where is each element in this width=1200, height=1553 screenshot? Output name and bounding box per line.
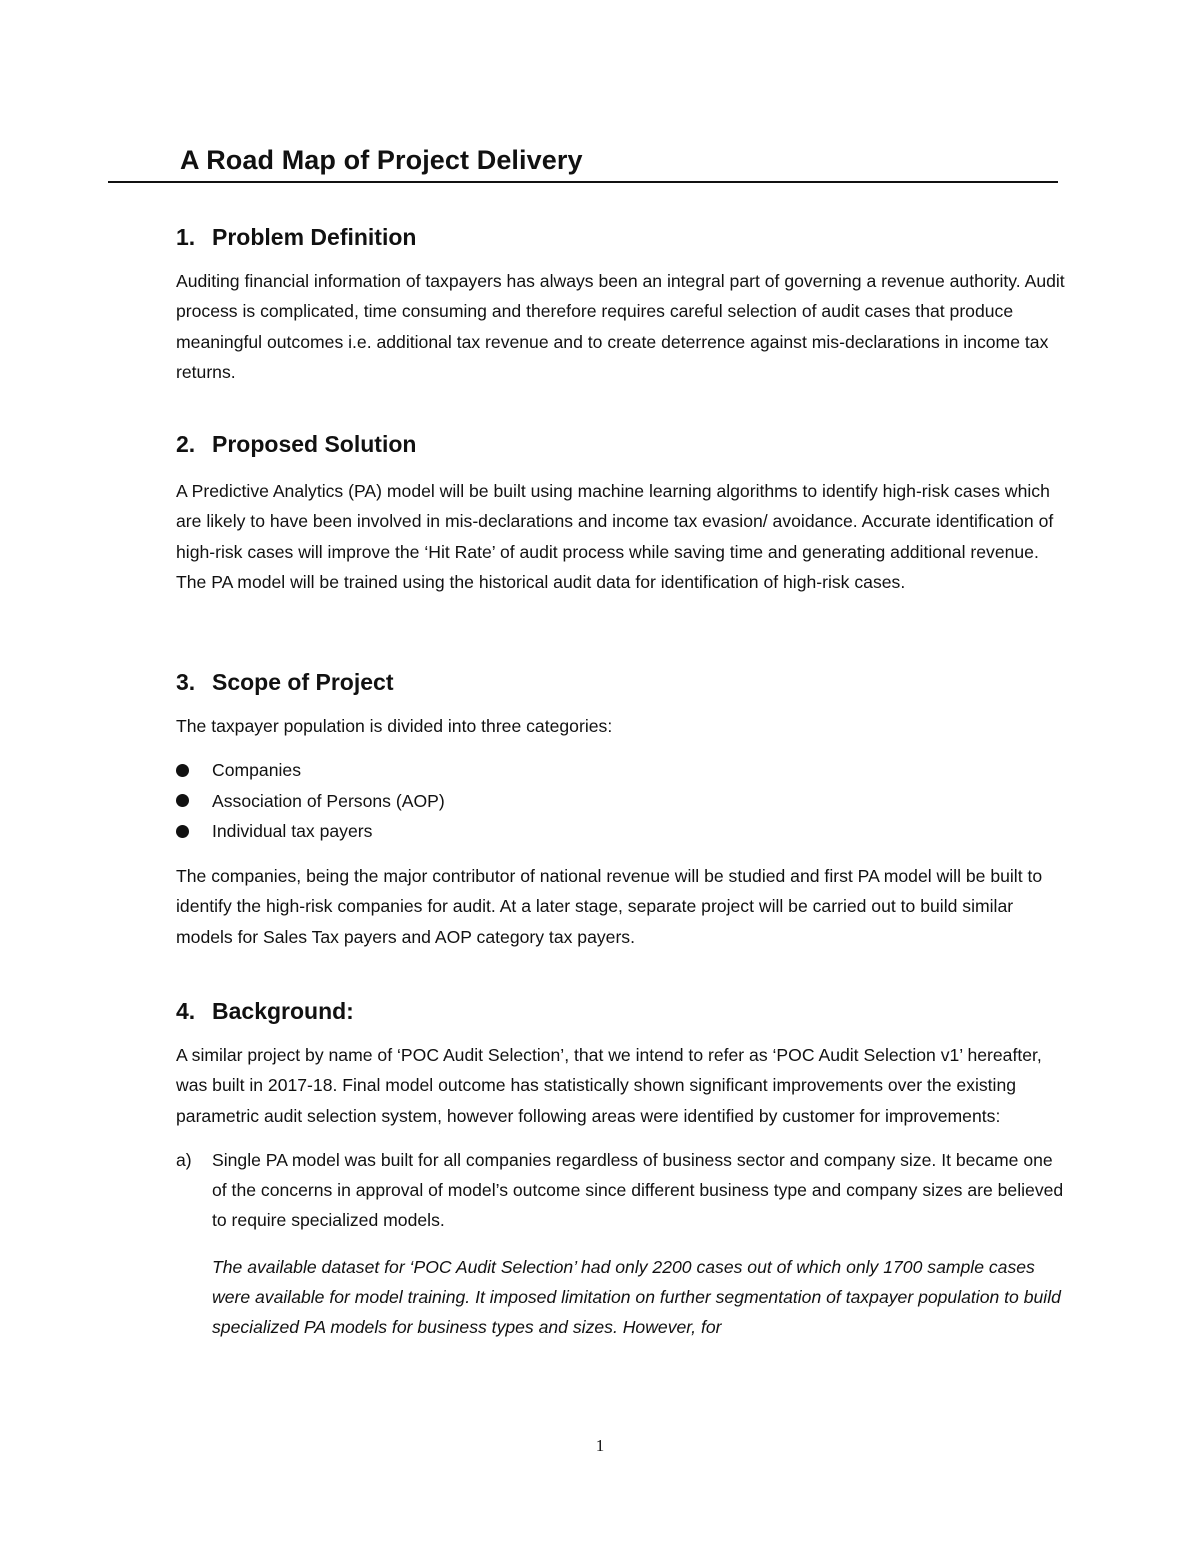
list-item-label: Companies [212,760,301,781]
list-item [176,786,1066,816]
section-problem-definition [176,222,1066,387]
paragraph: The taxpayer population is divided into three categories: [176,716,613,736]
list-item-label: Individual tax payers [212,820,373,841]
section-heading [176,222,1066,252]
section-title: Problem Definition [212,224,417,250]
item-text: Single PA model was built for all companies regardless of business sector and company size. It became one of the concerns in approval of model’s outcome since different business type and company sizes are believed to require specialized models. [212,1149,1064,1231]
paragraph: The companies, being the major contributor of national revenue will be studied and first PA model will be built to identify the high-risk companies for audit. At a later stage, separate project will be carried out to build similar models for Sales Tax payers and AOP category tax payers. [176,866,1043,947]
section-number: 4. [176,998,196,1024]
section-title: Scope of Project [212,669,394,695]
section-number: 3. [176,669,196,695]
section-title: Background: [212,998,354,1024]
category-list [176,755,1066,846]
bullet-dot-icon [176,764,189,777]
paragraph: A similar project by name of ‘POC Audit Selection’, that we intend to refer as ‘POC Audit Selection v1’ hereafter, was built in 2017-18. Final model outcome has statistically shown significant improvements over the existing parametric audit selection system, however following areas were identified by customer for improvements: [176,1045,1042,1126]
item-body [212,1145,1066,1343]
bullet-dot-icon [176,825,189,838]
document-title: A Road Map of Project Delivery [180,145,583,175]
improvement-item [176,1145,1066,1343]
list-item [176,755,1066,785]
section-heading [176,429,1066,459]
paragraph: A Predictive Analytics (PA) model will be built using machine learning algorithms to identify high-risk cases which are likely to have been involved in mis-declarations and income tax evasion/ avoidance. Accurate identification of high-risk cases will improve the ‘Hit Rate’ of audit process while saving time and generating additional revenue. The PA model will be trained using the historical audit data for identification of high-risk cases. [176,481,1054,592]
page-number: 1 [595,1436,605,1455]
title-underline [108,181,1058,183]
list-item-label: Association of Persons (AOP) [212,790,445,811]
section-heading [176,667,1066,697]
section-number: 1. [176,224,196,250]
paragraph: Auditing financial information of taxpayers has always been an integral part of governing a revenue authority. Audit process is complicated, time consuming and therefore requires careful selection of audit cases that produce meaningful outcomes i.e. additional tax revenue and to create deterrence against mis-declarations in income tax returns. [176,271,1065,382]
section-number: 2. [176,431,196,457]
section-title: Proposed Solution [212,431,417,457]
list-item [176,816,1066,846]
bullet-dot-icon [176,794,189,807]
section-proposed-solution [176,429,1066,597]
section-background [176,996,1066,1343]
section-heading [176,996,1066,1026]
item-marker: a) [176,1149,192,1170]
section-scope-of-project [176,667,1066,952]
item-italic-note: The available dataset for ‘POC Audit Selection’ had only 2200 cases out of which only 1700 sample cases were available for model training. It imposed limitation on further segmentation of taxpayer population to build specialized PA models for business types and sizes. However, for [212,1256,1061,1338]
